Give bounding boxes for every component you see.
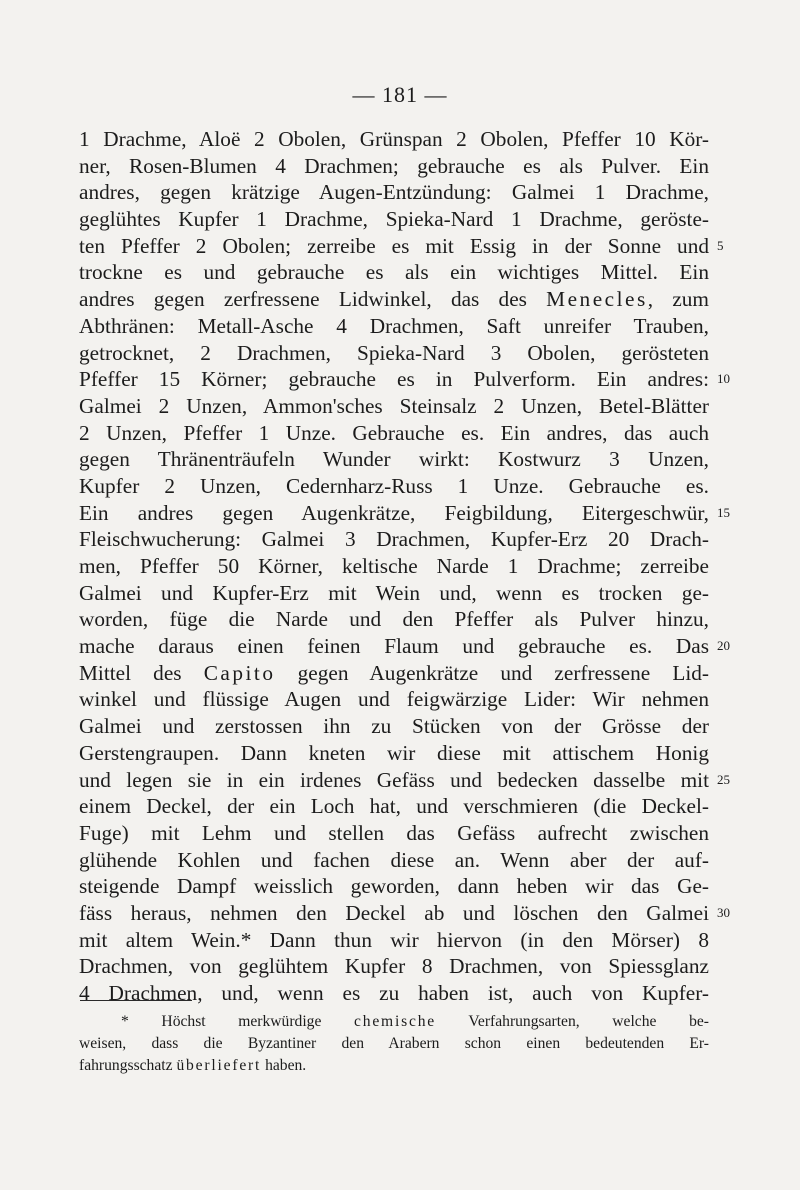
line-text: fäss heraus, nehmen den Deckel ab und löschen den Galmei <box>79 900 709 925</box>
text-line <box>79 686 709 713</box>
line-number: 30 <box>717 904 730 920</box>
text-line <box>79 580 709 607</box>
line-text: 1 Drachme, Aloë 2 Obolen, Grünspan 2 Obolen, Pfeffer 10 Kör- <box>79 127 709 151</box>
line-number: 5 <box>717 237 724 253</box>
line-text: 4 Drachmen, und, wenn es zu haben ist, auch von Kupfer- <box>79 981 709 1005</box>
text-line <box>79 206 709 233</box>
text-line <box>79 793 709 820</box>
text-line <box>79 473 709 500</box>
line-text: und legen sie in ein irdenes Gefäss und bedecken dasselbe mit <box>79 767 709 792</box>
line-text: Ein andres gegen Augenkrätze, Feigbildung, Eitergeschwür, <box>79 500 709 525</box>
line-text: glühende Kohlen und fachen diese an. Wenn aber der auf- <box>79 847 709 872</box>
footnote-text: weisen, dass die Byzantiner den Arabern schon einen bedeutenden Er- <box>79 1035 709 1052</box>
line-text: winkel und flüssige Augen und feigwärzige Lider: Wir nehmen <box>79 687 709 712</box>
text-line <box>79 446 709 473</box>
text-line <box>79 660 709 687</box>
text-line <box>79 900 730 927</box>
line-text: ten Pfeffer 2 Obolen; zerreibe es mit Essig in der Sonne und <box>79 233 709 258</box>
line-text: worden, füge die Narde und den Pfeffer als Pulver hinzu, <box>79 607 709 632</box>
line-number: 20 <box>717 638 730 654</box>
line-text: men, Pfeffer 50 Körner, keltische Narde 1 Drachme; zerreibe <box>79 554 709 578</box>
text-line <box>79 233 724 260</box>
line-text: , zum <box>647 287 709 312</box>
text-line <box>79 313 709 340</box>
line-number: 15 <box>717 504 730 520</box>
line-text: Fleischwucherung: Galmei 3 Drachmen, Kupfer-Erz 20 Drach- <box>79 527 709 552</box>
line-text: getrocknet, 2 Drachmen, Spieka-Nard 3 Obolen, gerösteten <box>79 340 709 365</box>
text-line <box>79 740 709 767</box>
line-text: 2 Unzen, Pfeffer 1 Unze. Gebrauche es. Ein andres, das auch <box>79 420 709 445</box>
text-line <box>79 927 709 954</box>
text-line <box>79 340 709 367</box>
text-line <box>79 980 709 1007</box>
footnote-line <box>79 1033 709 1055</box>
line-text: andres gegen zerfressene Lidwinkel, das des <box>79 287 547 312</box>
text-line <box>79 179 709 206</box>
text-line <box>79 286 709 313</box>
text-line <box>79 820 709 847</box>
footnote <box>79 1011 709 1077</box>
text-line <box>79 847 709 874</box>
text-line <box>79 606 709 633</box>
text-line <box>79 953 709 980</box>
line-text: andres, gegen krätzige Augen-Entzündung: Galmei 1 Drachme, <box>79 180 709 205</box>
footnote-text: Verfahrungsarten, welche be- <box>436 1013 709 1030</box>
text-line <box>79 873 709 900</box>
footnote-text: fahrungsschatz <box>79 1057 177 1074</box>
text-line <box>79 259 709 286</box>
line-text: Galmei und Kupfer-Erz mit Wein und, wenn es trocken ge- <box>79 580 709 605</box>
footnote-text: * Höchst merkwürdige <box>121 1013 355 1030</box>
line-text: einem Deckel, der ein Loch hat, und verschmieren (die Deckel- <box>79 794 709 819</box>
footnote-line <box>79 1055 709 1077</box>
line-number: 25 <box>717 771 730 787</box>
line-text: mache daraus einen feinen Flaum und gebrauche es. Das <box>79 634 709 659</box>
spaced-name: Menecles <box>546 287 648 312</box>
footnote-text: haben. <box>261 1057 307 1074</box>
text-line <box>79 633 730 660</box>
text-line <box>79 153 709 180</box>
line-text: Gerstengraupen. Dann kneten wir diese mit attischem Honig <box>79 740 709 765</box>
line-text: Pfeffer 15 Körner; gebrauche es in Pulverform. Ein andres: <box>79 367 709 392</box>
line-text: Abthränen: Metall-Asche 4 Drachmen, Saft unreifer Trauben, <box>79 313 709 338</box>
line-text: gegen Thränenträufeln Wunder wirkt: Kostwurz 3 Unzen, <box>79 447 709 472</box>
line-text: Kupfer 2 Unzen, Cedernharz-Russ 1 Unze. Gebrauche es. <box>79 473 709 498</box>
text-line <box>79 420 709 447</box>
spaced-word: überliefert <box>176 1057 262 1074</box>
line-text: steigende Dampf weisslich geworden, dann heben wir das Ge- <box>79 874 709 899</box>
text-line <box>79 553 709 580</box>
text-line <box>79 713 709 740</box>
line-text: Galmei und zerstossen ihn zu Stücken von der Grösse der <box>79 714 709 739</box>
line-text: gegen Augenkrätze und zerfressene Lid- <box>275 660 709 685</box>
line-text: Galmei 2 Unzen, Ammon'sches Steinsalz 2 Unzen, Betel-Blätter <box>79 393 709 418</box>
spaced-word: chemische <box>354 1013 437 1030</box>
text-line <box>79 767 730 794</box>
page-number: — 181 — <box>352 82 448 107</box>
text-line <box>79 393 709 420</box>
line-text: mit altem Wein.* Dann thun wir hiervon (in den Mörser) 8 <box>79 927 709 952</box>
text-line <box>79 366 730 393</box>
line-text: Drachmen, von geglühtem Kupfer 8 Drachmen, von Spiessglanz <box>79 954 709 979</box>
line-text: ner, Rosen-Blumen 4 Drachmen; gebrauche es als Pulver. Ein <box>79 153 709 178</box>
text-line <box>79 500 730 527</box>
footnote-rule <box>80 1000 192 1001</box>
text-line <box>79 526 709 553</box>
footnote-line <box>79 1011 709 1033</box>
line-text: geglühtes Kupfer 1 Drachme, Spieka-Nard 1 Drachme, geröste- <box>79 207 709 232</box>
line-number: 10 <box>717 371 730 387</box>
spaced-name: Capito <box>203 660 276 685</box>
line-text: Fuge) mit Lehm und stellen das Gefäss aufrecht zwischen <box>79 820 709 845</box>
line-text: Mittel des <box>79 660 204 685</box>
body-text <box>79 126 730 1007</box>
line-text: trockne es und gebrauche es als ein wichtiges Mittel. Ein <box>79 260 709 285</box>
text-line <box>79 126 709 153</box>
